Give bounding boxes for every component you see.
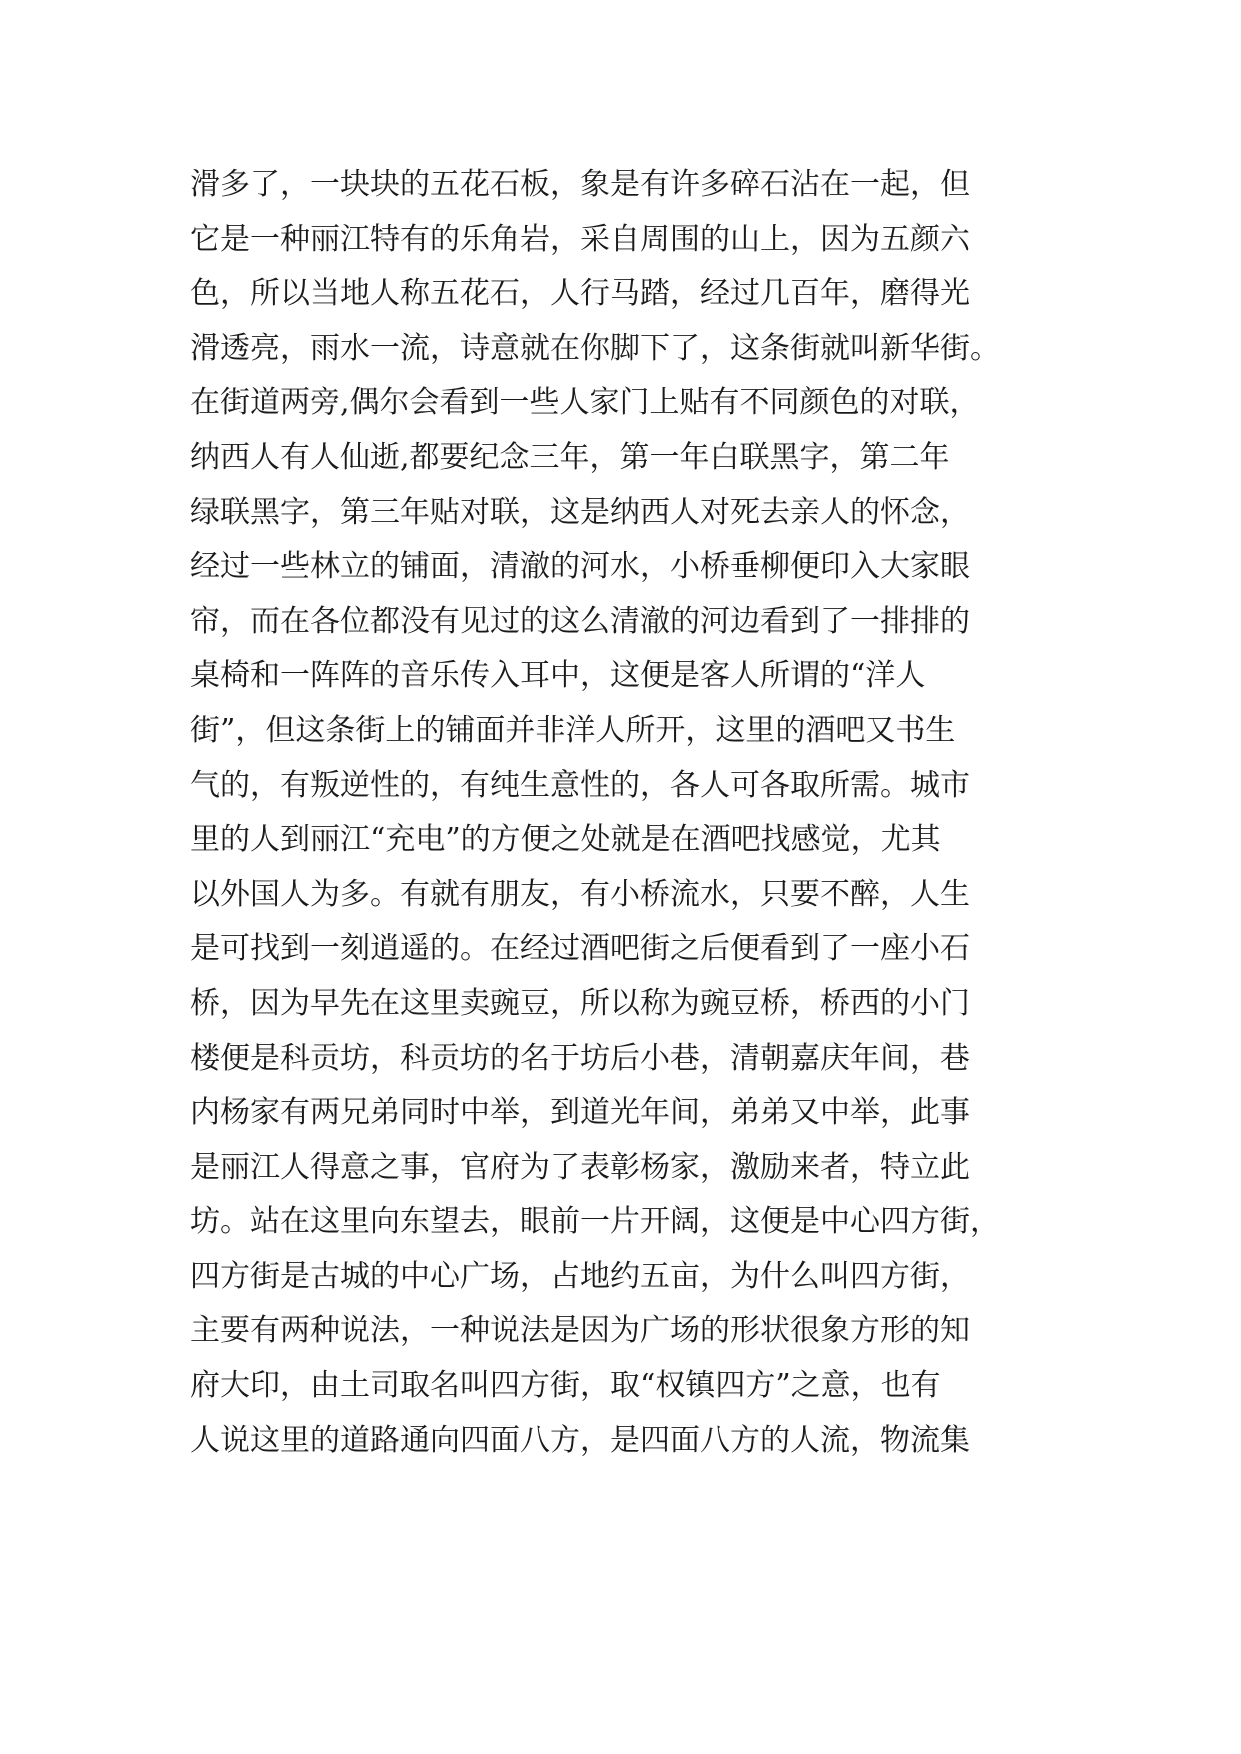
text-line: 主要有两种说法，一种说法是因为广场的形状很象方形的知: [190, 1313, 970, 1349]
text-line: 它是一种丽江特有的乐角岩，采自周围的山上，因为五颜六: [190, 221, 970, 257]
text-line: 坊。站在这里向东望去，眼前一片开阔，这便是中心四方街，: [190, 1204, 1000, 1240]
text-line: 四方街是古城的中心广场，占地约五亩，为什么叫四方街，: [190, 1258, 970, 1294]
text-line: 府大印，由土司取名叫四方街，取“权镇四方”之意，也有: [190, 1368, 941, 1404]
text-line: 在街道两旁,偶尔会看到一些人家门上贴有不同颜色的对联，: [190, 385, 980, 421]
text-line: 楼便是科贡坊，科贡坊的名于坊后小巷，清朝嘉庆年间，巷: [190, 1040, 970, 1076]
text-line: 纳西人有人仙逝,都要纪念三年，第一年白联黑字，第二年: [190, 439, 950, 475]
text-line: 色，所以当地人称五花石，人行马踏，经过几百年，磨得光: [190, 276, 970, 312]
text-line: 是可找到一刻逍遥的。在经过酒吧街之后便看到了一座小石: [190, 931, 970, 967]
text-line: 滑多了，一块块的五花石板，象是有许多碎石沾在一起，但: [190, 167, 970, 202]
text-line: 人说这里的道路通向四面八方，是四面八方的人流，物流集: [190, 1422, 970, 1458]
text-line: 里的人到丽江“充电”的方便之处就是在酒吧找感觉，尤其: [190, 822, 941, 858]
text-line: 滑透亮，雨水一流，诗意就在你脚下了，这条街就叫新华街。: [190, 330, 1000, 366]
text-line: 经过一些林立的铺面，清澈的河水，小桥垂柳便印入大家眼: [190, 549, 970, 585]
text-line: 是丽江人得意之事，官府为了表彰杨家，激励来者，特立此: [190, 1149, 970, 1185]
text-line: 桥，因为早先在这里卖豌豆，所以称为豌豆桥，桥西的小门: [190, 985, 970, 1021]
text-line: 气的，有叛逆性的，有纯生意性的，各人可各取所需。城市: [190, 767, 970, 803]
text-line: 内杨家有两兄弟同时中举，到道光年间，弟弟又中举，此事: [190, 1095, 970, 1131]
text-line: 帘，而在各位都没有见过的这么清澈的河边看到了一排排的: [190, 603, 970, 639]
text-line: 以外国人为多。有就有朋友，有小桥流水，只要不醉，人生: [190, 876, 970, 912]
body-paragraph: [190, 158, 1070, 1468]
text-line: 街”，但这条街上的铺面并非洋人所开，这里的酒吧又书生: [190, 712, 956, 748]
text-line: 绿联黑字，第三年贴对联，这是纳西人对死去亲人的怀念，: [190, 494, 970, 530]
text-line: 桌椅和一阵阵的音乐传入耳中，这便是客人所谓的“洋人: [190, 658, 926, 694]
